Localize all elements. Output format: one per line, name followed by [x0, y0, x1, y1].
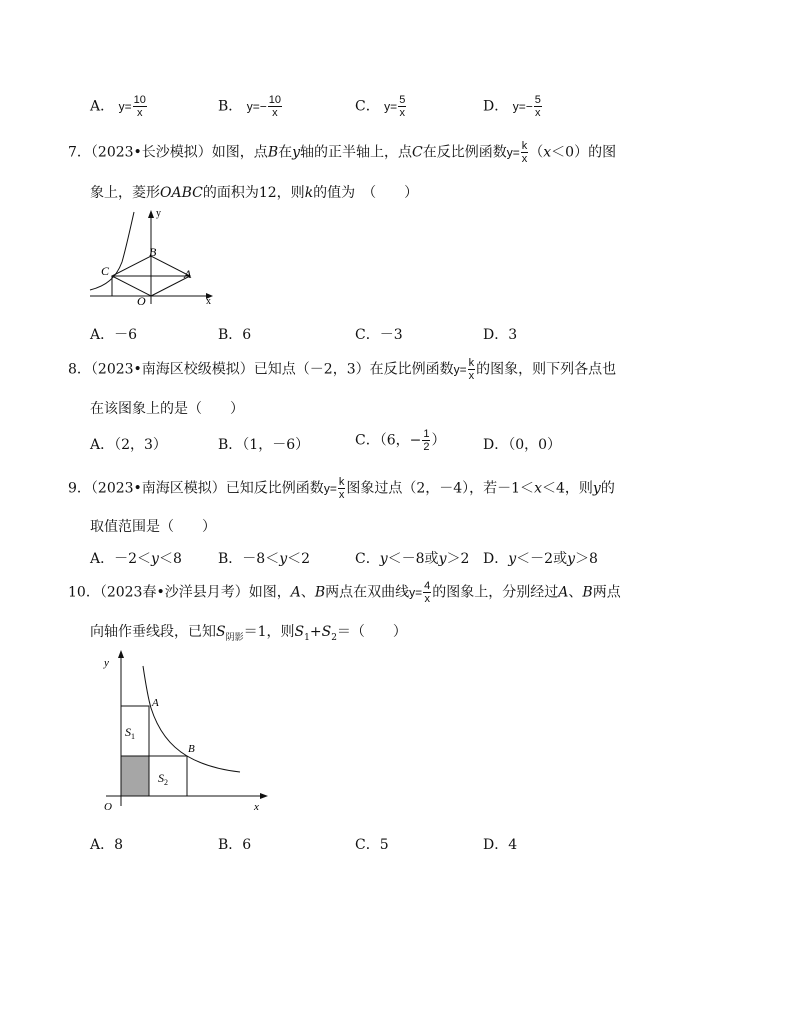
shaded-region	[121, 756, 149, 796]
label-a: A	[152, 697, 159, 709]
label-o: O	[104, 801, 112, 813]
fraction: $\frac{1}{2}$	[423, 428, 430, 453]
q9-option-d[interactable]: D．y＜－2或y＞8	[483, 551, 598, 567]
q8-stem-line1: 8．（2023•南海区校级模拟）已知点（－2，3）在反比例函数y= $\frac{k}{x}$ 的图象，则下列各点也	[68, 357, 617, 382]
q7-stem-line1: 7．（2023•长沙模拟）如图，点B在y轴的正半轴上，点C在反比例函数y= $\frac{k}{x}$ （x＜0）的图	[68, 140, 617, 165]
fraction: $\frac{5}{x}$	[534, 94, 541, 119]
label-a: A	[184, 267, 192, 281]
q10-stem-line2: 向轴作垂线段，已知$S_{阴影}=1$，则$S_1+S_2=$（ ）	[90, 624, 407, 643]
q8-stem-line2: 在该图象上的是（ ）	[90, 401, 244, 417]
fraction: $\frac{4}{x}$	[424, 580, 431, 605]
x-axis-arrow	[260, 793, 268, 799]
q8-option-a[interactable]: A．（2，3）	[90, 437, 167, 453]
q9-option-a[interactable]: A．－2＜y＜8	[90, 551, 182, 567]
label-b: B	[149, 245, 157, 259]
fraction: $\frac{10}{x}$	[133, 94, 146, 119]
q9-stem-line1: 9．（2023•南海区模拟）已知反比例函数y= $\frac{k}{x}$ 图象过点（2，－4），若－1＜x＜4，则y的	[68, 476, 615, 501]
label-b: B	[188, 743, 195, 755]
label-x: x	[206, 296, 211, 307]
q9-stem-line2: 取值范围是（ ）	[90, 519, 216, 535]
fraction: $\frac{5}{x}$	[399, 94, 406, 119]
q9-option-b[interactable]: B．－8＜y＜2	[218, 551, 311, 567]
label-o: O	[137, 294, 146, 308]
q6-option-c[interactable]: C． y= $\frac{5}{x}$	[355, 94, 406, 119]
q10-stem-line1: 10．（2023春•沙洋县月考）如图，A、B两点在双曲线y= $\frac{4}{x}$ 的图象上，分别经过A、B两点	[68, 580, 621, 605]
fraction: $\frac{k}{x}$	[468, 357, 475, 382]
q6-option-a[interactable]: A． y= $\frac{10}{x}$	[90, 94, 146, 119]
q7-option-b[interactable]: B．6	[218, 327, 252, 343]
q7-option-d[interactable]: D．3	[483, 327, 518, 343]
fraction: $\frac{k}{x}$	[521, 140, 528, 165]
q10-option-d[interactable]: D．4	[483, 837, 518, 853]
fraction: $\frac{k}{x}$	[338, 476, 345, 501]
q6-option-b[interactable]: B． y=− $\frac{10}{x}$	[218, 94, 282, 119]
q8-option-b[interactable]: B．（1，－6）	[218, 437, 310, 453]
q9-option-c[interactable]: C．y＜－8或y＞2	[355, 551, 470, 567]
q10-figure	[96, 648, 276, 814]
label-x: x	[254, 801, 259, 813]
q8-option-c[interactable]: C．（6，− $\frac{1}{2}$ ）	[355, 428, 446, 453]
q10-option-c[interactable]: C．5	[355, 837, 389, 853]
label-c: C	[101, 264, 110, 278]
q6-option-d[interactable]: D． y=− $\frac{5}{x}$	[483, 94, 541, 119]
fraction: $\frac{10}{x}$	[268, 94, 282, 119]
y-axis-arrow	[118, 650, 124, 658]
label-y: y	[156, 208, 161, 219]
label-s2: $S_2$	[158, 771, 168, 787]
y-axis-arrow	[148, 210, 154, 218]
q10-option-b[interactable]: B．6	[218, 837, 252, 853]
q7-option-a[interactable]: A．－6	[90, 327, 138, 343]
q10-option-a[interactable]: A．8	[90, 837, 124, 853]
q7-option-c[interactable]: C．－3	[355, 327, 403, 343]
label-s1: $S_1$	[125, 725, 135, 741]
label-y: y	[104, 657, 109, 669]
q8-option-d[interactable]: D．（0，0）	[483, 437, 562, 453]
q7-stem-line2: 象上，菱形OABC的面积为12，则k的值为 （ ）	[90, 185, 419, 201]
q7-figure	[86, 204, 220, 308]
